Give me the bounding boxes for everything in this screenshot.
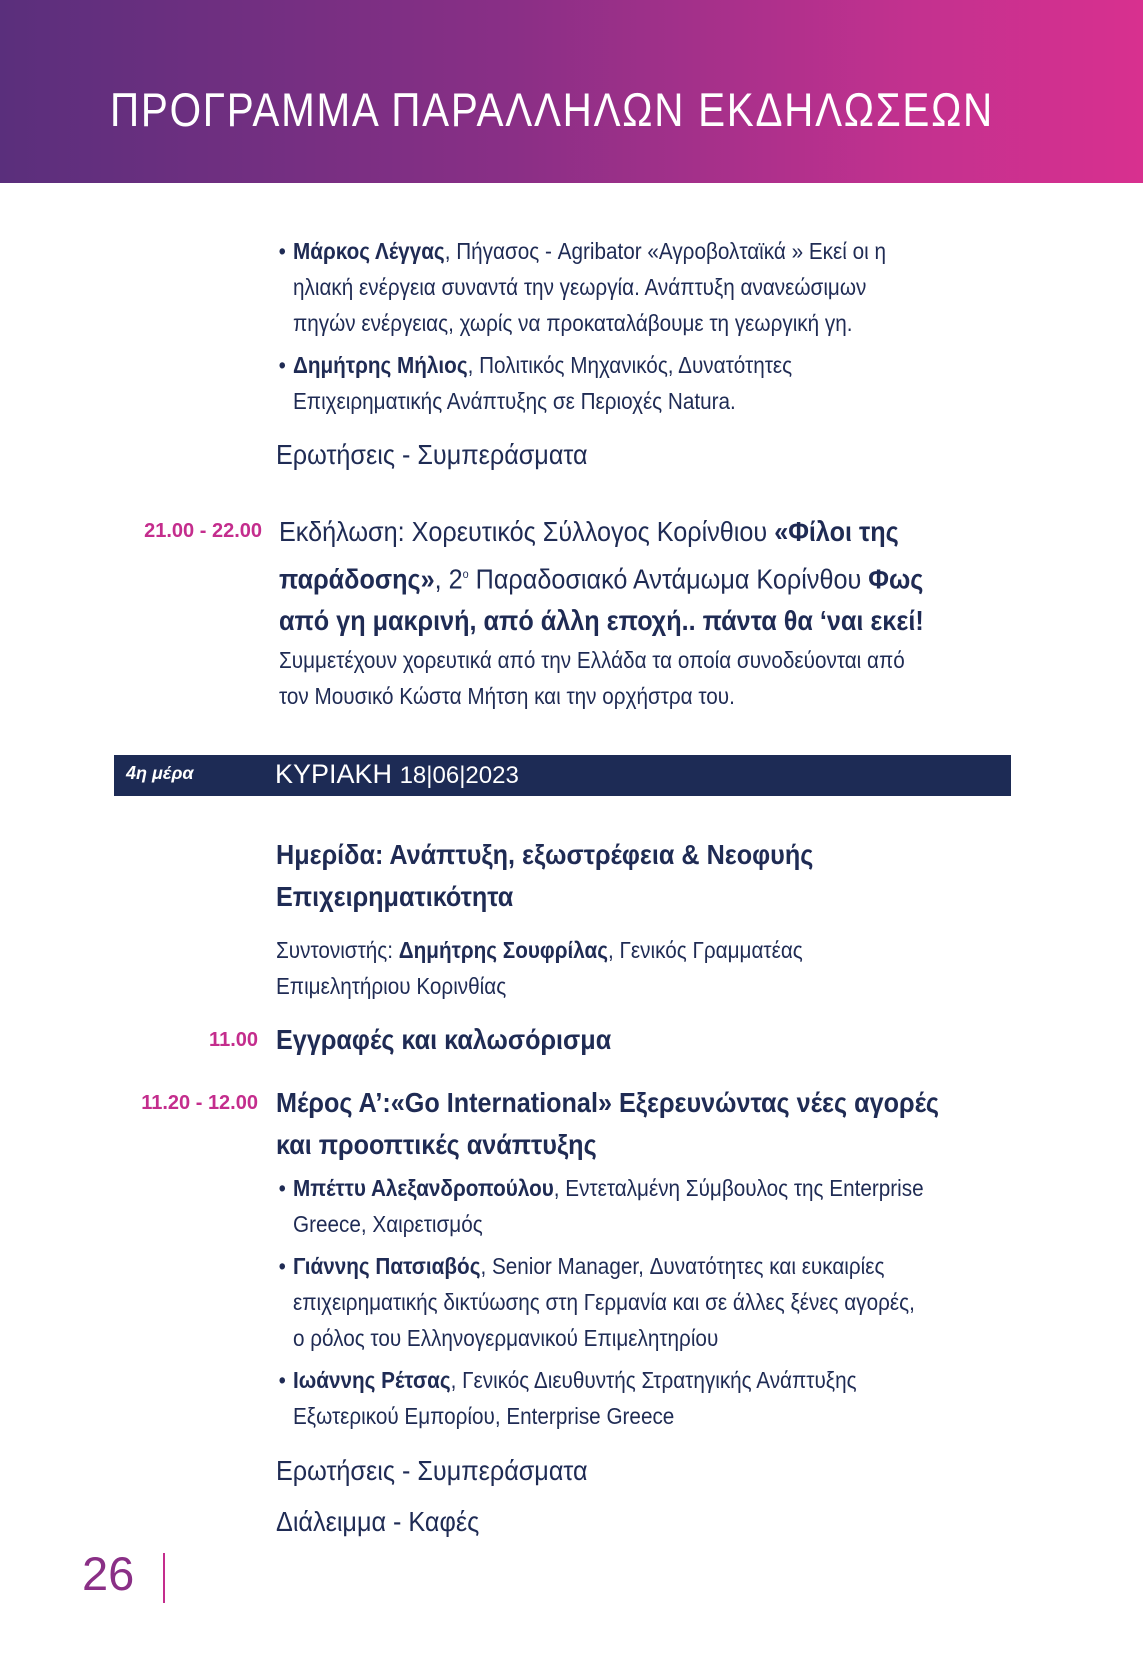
event-title-bold: Φως [868, 563, 924, 595]
speaker-desc: Εξωτερικού Εμπορίου, Enterprise Greece [293, 1403, 675, 1429]
bullet-icon: • [278, 238, 286, 264]
event-description [279, 642, 963, 714]
coordinator-label: Συντονιστής: [276, 937, 399, 963]
coordinator-org: Επιμελητήριου Κορινθίας [276, 973, 507, 999]
event-title-bold: παράδοσης» [279, 563, 435, 595]
speaker-desc: , Πήγασος - Agribator «Αγροβολταϊκά » Εκεί οι η [444, 238, 886, 264]
registration-time: 11.00 [209, 1029, 258, 1051]
speaker-desc: , Πολιτικός Μηχανικός, Δυνατότητες [467, 352, 793, 378]
speaker-item [278, 1170, 977, 1242]
speaker-desc: , Εντεταλμένη Σύμβουλος της Enterprise [553, 1175, 924, 1201]
part-a-title-line: και προοπτικές ανάπτυξης [276, 1129, 597, 1160]
bullet-icon: • [278, 352, 286, 378]
bullet-icon: • [278, 1367, 286, 1393]
event-title-bold: «Φίλοι της [774, 516, 899, 547]
speaker-item [278, 1248, 977, 1356]
speaker-name: Γιάννης Πατσιαβός [293, 1253, 481, 1279]
speaker-name: Μάρκος Λέγγας [293, 238, 445, 264]
day-weekday: ΚΥΡΙΑΚΗ [275, 759, 393, 789]
superscript: ο [462, 567, 469, 581]
closing-text: Ερωτήσεις - Συμπεράσματα [276, 1455, 588, 1486]
event-time: 21.00 - 22.00 [144, 520, 262, 542]
speaker-item [278, 1362, 977, 1434]
speaker-desc: , Senior Manager, Δυνατότητες και ευκαιρίες [480, 1253, 885, 1279]
part-a-time: 11.20 - 12.00 [141, 1092, 258, 1114]
speaker-name: Μπέττυ Αλεξανδροπούλου [293, 1175, 554, 1201]
break-text: Διάλειμμα - Καφές [276, 1506, 480, 1537]
bullet-icon: • [278, 1253, 286, 1279]
closing-text: Ερωτήσεις - Συμπεράσματα [276, 439, 588, 470]
speaker-name: Δημήτρης Μήλιος [293, 352, 468, 378]
speaker-desc: , Γενικός Διευθυντής Στρατηγικής Ανάπτυξης [450, 1367, 857, 1393]
speaker-item [278, 233, 968, 341]
seminar-title-line: Επιχειρηματικότητα [276, 881, 514, 912]
event-title-text: Παραδοσιακό Αντάμωμα Κορίνθου [468, 563, 869, 595]
page-header [0, 0, 1143, 183]
speaker-desc: Greece, Χαιρετισμός [293, 1211, 483, 1237]
speaker-desc: επιχειρηματικής δικτύωσης στη Γερμανία και σε άλλες ξένες αγορές, [293, 1289, 915, 1315]
coordinator-name: Δημήτρης Σουφρίλας [398, 937, 609, 963]
event-desc-line: τον Μουσικό Κώστα Μήτση και την ορχήστρα του. [279, 683, 735, 709]
part-a-title [276, 1082, 939, 1166]
day-bar [114, 755, 1011, 796]
day-name [275, 759, 519, 790]
event-title-text: , 2 [434, 563, 463, 595]
day-date: 18|06|2023 [399, 762, 519, 789]
page-title: ΠΡΟΓΡΑΜΜΑ ΠΑΡΑΛΛΗΛΩΝ ΕΚΔΗΛΩΣΕΩΝ [110, 83, 994, 136]
coordinator-role: , Γενικός Γραμματέας [608, 937, 803, 963]
speaker-item [278, 347, 968, 419]
speaker-desc: πηγών ενέργειας, χωρίς να προκαταλάβουμε τη γεωργική γη. [293, 310, 853, 336]
event-title-text: Εκδήλωση: Χορευτικός Σύλλογος Κορίνθιου [279, 516, 775, 547]
event-title [279, 511, 954, 642]
seminar-title-line: Ημερίδα: Ανάπτυξη, εξωστρέφεια & Νεοφυής [276, 839, 814, 870]
bullet-icon: • [278, 1175, 286, 1201]
speaker-desc: ο ρόλος του Ελληνογερμανικού Επιμελητηρίου [293, 1325, 719, 1351]
event-desc-line: Συμμετέχουν χορευτικά από την Ελλάδα τα οποία συνοδεύονται από [279, 647, 905, 673]
speaker-desc: ηλιακή ενέργεια συναντά την γεωργία. Ανάπτυξη ανανεώσιμων [293, 274, 867, 300]
page-number: 26 [82, 1547, 135, 1600]
speaker-desc: Επιχειρηματικής Ανάπτυξης σε Περιοχές Natura. [293, 388, 736, 414]
day-label: 4η μέρα [126, 763, 194, 783]
seminar-title [276, 834, 813, 918]
event-title-bold: από γη μακρινή, από άλλη εποχή.. πάντα θα ‘ναι εκεί! [279, 605, 924, 637]
speaker-name: Ιωάννης Ρέτσας [293, 1367, 451, 1393]
coordinator [276, 932, 803, 1004]
part-a-title-line: Μέρος Α’:«Go International» Εξερευνώντας νέες αγορές [276, 1087, 940, 1118]
page-number-divider [163, 1553, 165, 1603]
registration-title: Εγγραφές και καλωσόρισμα [276, 1024, 612, 1055]
